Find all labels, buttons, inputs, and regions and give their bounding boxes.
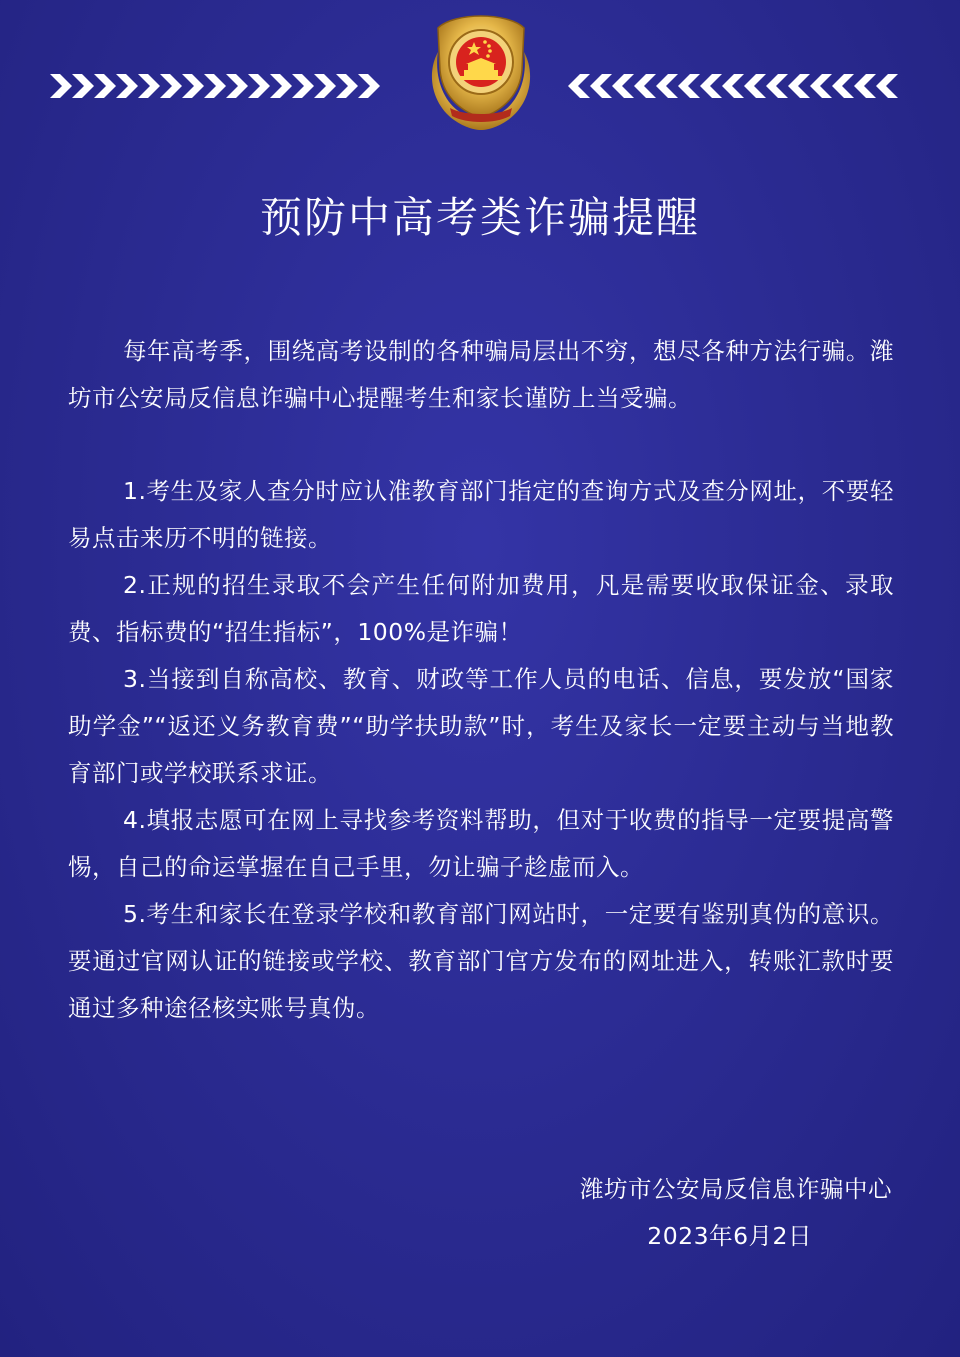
chevron-right-icon [50,68,400,104]
police-emblem-icon [424,12,538,134]
tip-item: 4.填报志愿可在网上寻找参考资料帮助，但对于收费的指导一定要提高警惕，自己的命运掌握在自己手里，勿让骗子趁虚而入。 [68,806,894,881]
tip-item: 1.考生及家人查分时应认准教育部门指定的查询方式及查分网址，不要轻易点击来历不明的链接。 [68,477,894,552]
tip-item: 2.正规的招生录取不会产生任何附加费用，凡是需要收取保证金、录取费、指标费的“招生指标”，100%是诈骗！ [68,571,894,646]
tips-list [68,468,894,1032]
page-title: 预防中高考类诈骗提醒 [259,193,700,242]
police-emblem [424,12,538,134]
signature-date: 2023年6月2日 [647,1222,812,1250]
signature-block [580,1166,892,1260]
tip-item: 5.考生和家长在登录学校和教育部门网站时，一定要有鉴别真伪的意识。要通过官网认证的链接或学校、教育部门官方发布的网址进入，转账汇款时要通过多种途径核实账号真伪。 [68,900,894,1022]
left-chevron-band [50,68,400,104]
tip-item: 3.当接到自称高校、教育、财政等工作人员的电话、信息，要发放“国家助学金”“返还义务教育费”“助学扶助款”时，考生及家长一定要主动与当地教育部门或学校联系求证。 [68,665,894,787]
chevron-left-icon [560,68,910,104]
intro-paragraph: 每年高考季，围绕高考设制的各种骗局层出不穷，想尽各种方法行骗。潍坊市公安局反信息诈骗中心提醒考生和家长谨防上当受骗。 [68,337,894,412]
right-chevron-band [560,68,910,104]
signature-org: 潍坊市公安局反信息诈骗中心 [580,1175,892,1203]
